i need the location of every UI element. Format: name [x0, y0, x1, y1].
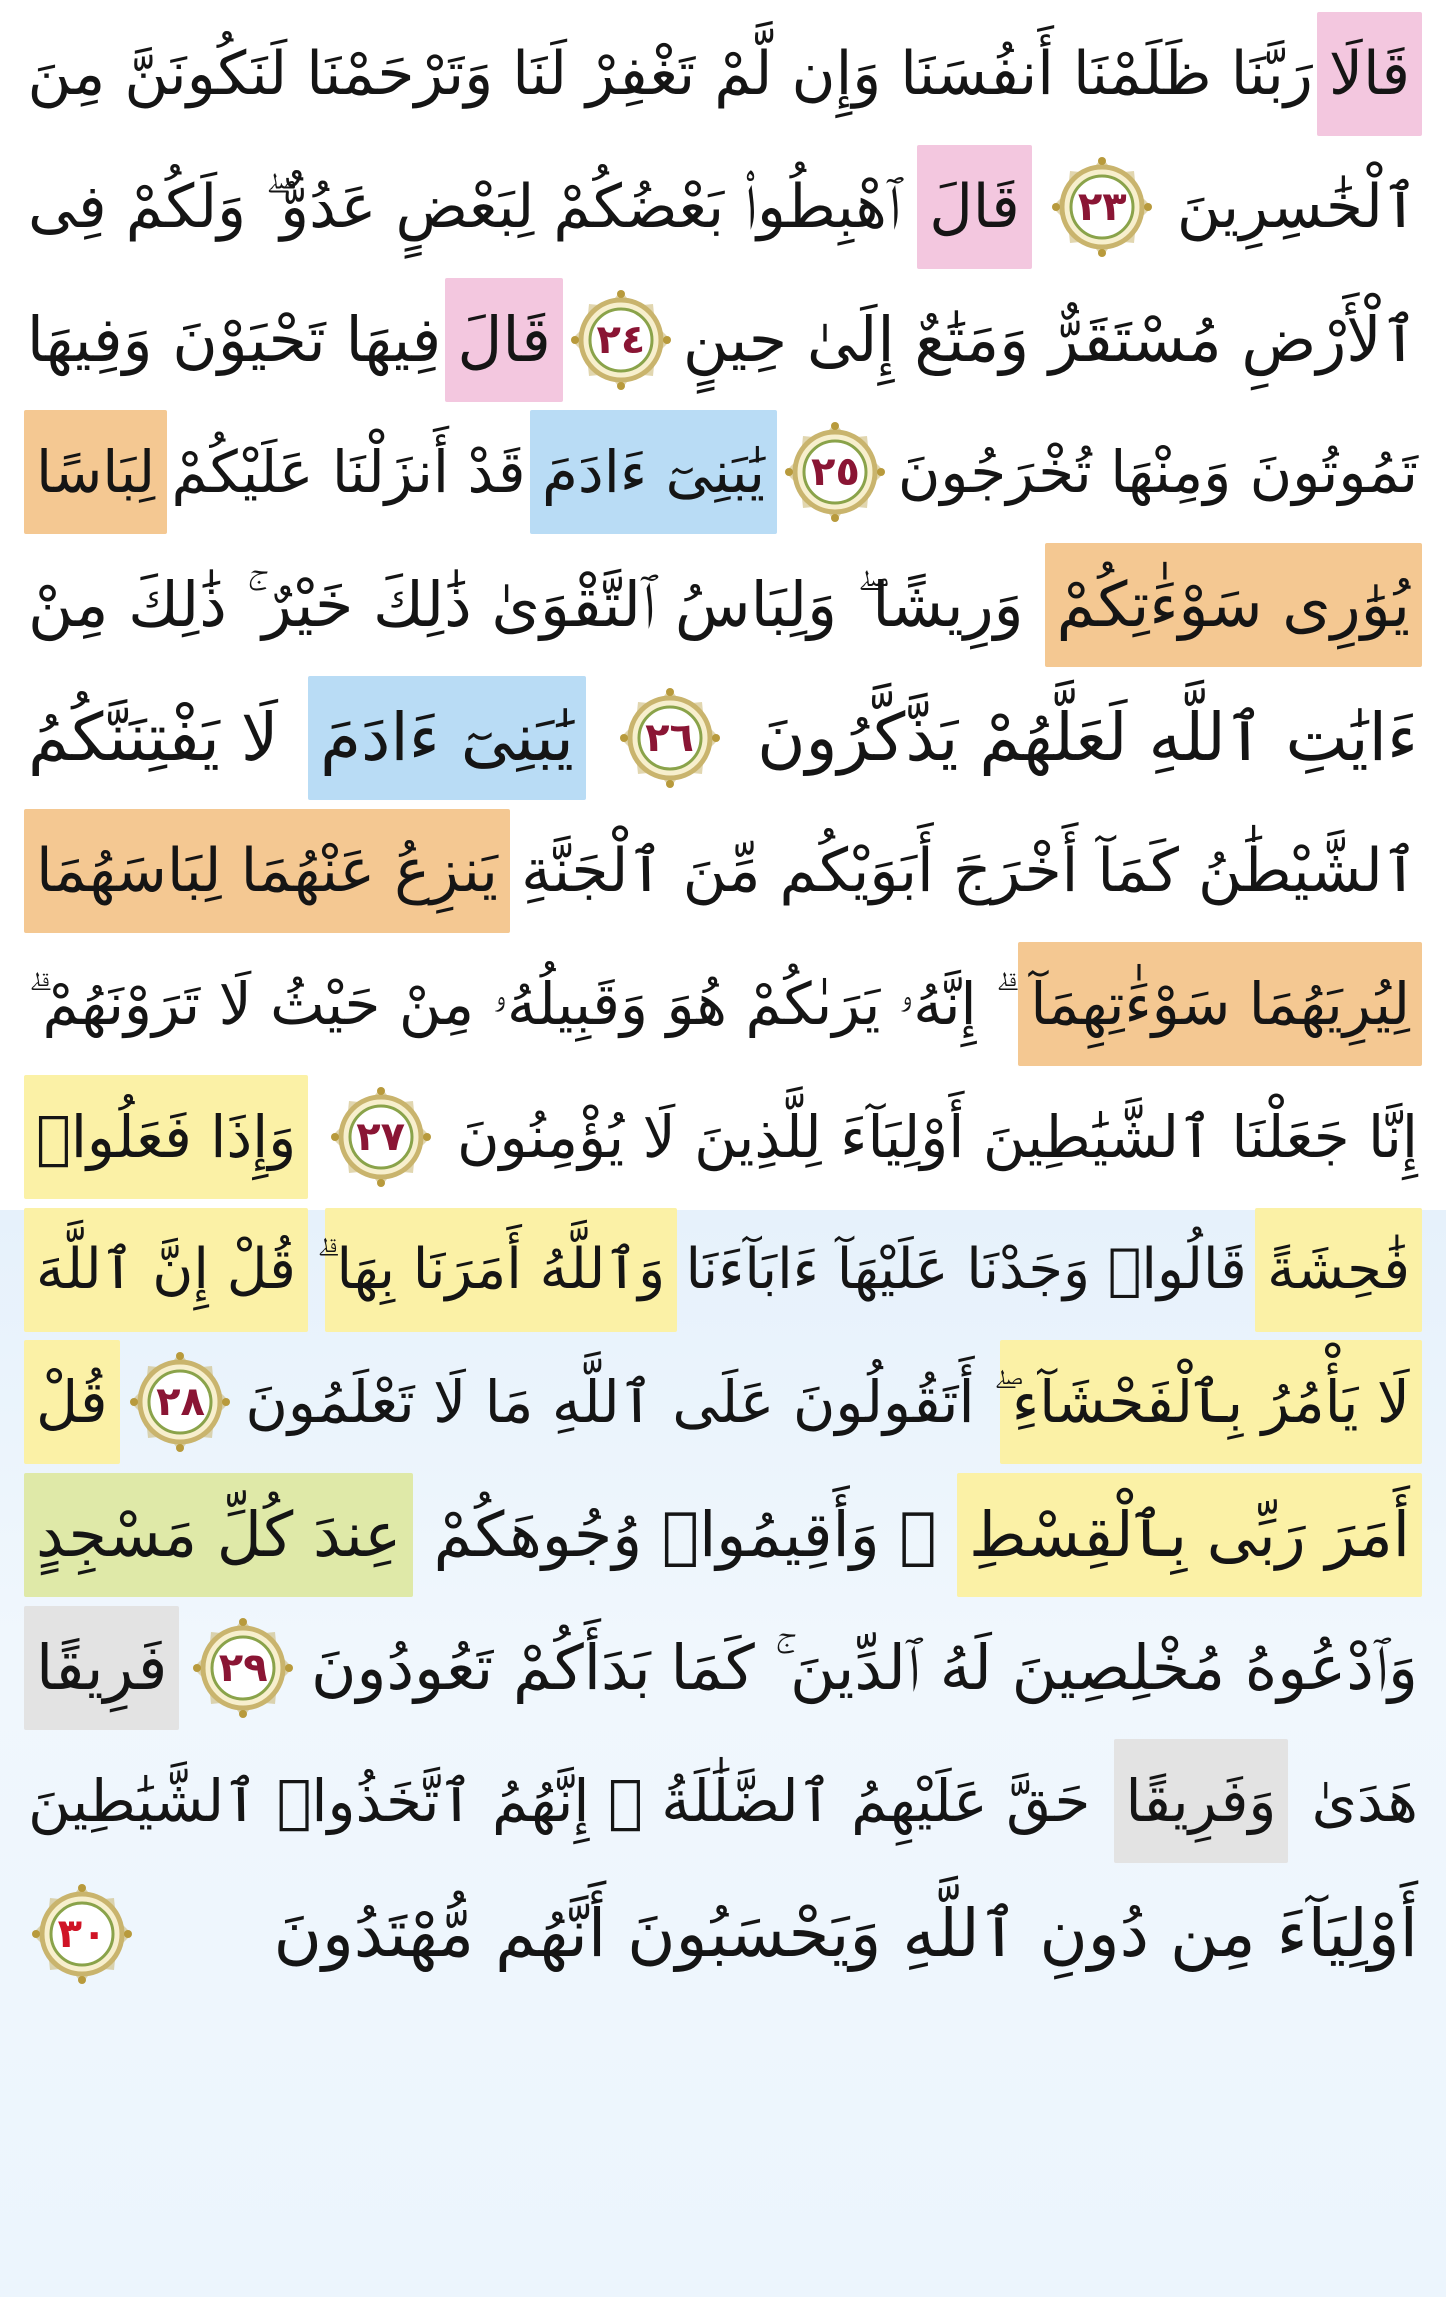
verse-text: أَوْلِيَآءَ مِن دُونِ ٱللَّهِ وَيَحْسَبُونَ أَنَّهُم مُّهْتَدُونَ [273, 1895, 1418, 1972]
text-line [24, 400, 1422, 544]
verse-text: وَرِيشًا ۖ وَلِبَاسُ ٱلتَّقْوَىٰ ذَٰلِكَ خَيْرٌ ۚ ذَٰلِكَ مِنْ [28, 568, 1024, 641]
ayah-marker[interactable] [781, 418, 889, 526]
ayah-number: ٣٠ [57, 1911, 107, 1957]
text-line [24, 799, 1422, 943]
verse-text: فِيهَا تَحْيَوْنَ وَفِيهَا [26, 303, 442, 376]
text-line [24, 1729, 1422, 1873]
verse-text: ٱهْبِطُوا۟ بَعْضُكُمْ لِبَعْضٍ عَدُوٌّ ۖ وَلَكُمْ فِى [28, 172, 901, 242]
ayah-number: ٢٦ [645, 715, 694, 761]
text-line [24, 268, 1422, 412]
highlighted-phrase[interactable]: يَٰبَنِىٓ ءَادَمَ [308, 676, 586, 800]
highlighted-phrase[interactable]: قَالَ [917, 145, 1032, 269]
verse-text: وَٱدْعُوهُ مُخْلِصِينَ لَهُ ٱلدِّينَ ۚ كَمَا بَدَأَكُمْ تَعُودُونَ [311, 1631, 1418, 1704]
highlighted-phrase[interactable]: فَرِيقًا [24, 1606, 179, 1730]
text-line [24, 533, 1422, 677]
text-line [24, 932, 1422, 1076]
verse-text: ٱلْخَٰسِرِينَ [1176, 172, 1418, 242]
highlighted-phrase[interactable]: أَمَرَ رَبِّى بِٱلْقِسْطِ [957, 1473, 1422, 1597]
highlighted-phrase[interactable]: يَٰبَنِىٓ ءَادَمَ [530, 410, 777, 534]
highlighted-phrase[interactable]: قُلْ [24, 1340, 120, 1464]
ayah-number: ٢٩ [218, 1645, 268, 1691]
text-line [24, 1330, 1422, 1474]
text-line [24, 1463, 1422, 1607]
highlighted-phrase[interactable]: لِيُرِيَهُمَا سَوْءَٰتِهِمَآ [1018, 942, 1422, 1066]
text-line [24, 135, 1422, 279]
verse-text: ۖ أَتَقُولُونَ عَلَى ٱللَّهِ مَا لَا تَعْلَمُونَ [245, 1368, 994, 1436]
verse-text: قَدْ أَنزَلْنَا عَلَيْكُمْ [171, 438, 526, 506]
highlighted-phrase[interactable]: فَٰحِشَةً [1255, 1208, 1422, 1332]
verse-text: لَا يَفْتِنَنَّكُمُ [28, 699, 279, 776]
highlighted-phrase[interactable]: وَٱللَّهُ أَمَرَنَا بِهَا [325, 1208, 678, 1332]
verse-text: قَالُوا۟ وَجَدْنَا عَلَيْهَآ ءَابَآءَنَا [685, 1237, 1247, 1302]
text-line [24, 1862, 1422, 2006]
highlighted-phrase[interactable]: قُلْ إِنَّ ٱللَّهَ [24, 1208, 308, 1332]
text-line [24, 2, 1422, 146]
highlighted-phrase[interactable]: لِبَاسًا [24, 410, 167, 534]
highlighted-phrase[interactable]: لَا يَأْمُرُ بِٱلْفَحْشَآءِ [1000, 1340, 1422, 1464]
highlighted-phrase[interactable]: عِندَ كُلِّ مَسْجِدٍ [24, 1473, 413, 1597]
highlighted-phrase[interactable]: يُوَٰرِى سَوْءَٰتِكُمْ [1045, 543, 1422, 667]
highlighted-phrase[interactable]: وَإِذَا فَعَلُوا۟ [24, 1075, 308, 1199]
highlighted-phrase[interactable]: قَالَ [445, 278, 563, 402]
verse-text [312, 1242, 320, 1298]
ayah-number: ٢٣ [1077, 184, 1127, 230]
ayah-marker[interactable] [189, 1614, 297, 1722]
text-line [24, 1198, 1422, 1342]
highlighted-phrase[interactable]: يَنزِعُ عَنْهُمَا لِبَاسَهُمَا [24, 809, 510, 933]
verse-text: هَدَىٰ [1311, 1767, 1418, 1835]
verse-text: ٱلشَّيْطَٰنُ كَمَآ أَخْرَجَ أَبَوَيْكُم مِّنَ ٱلْجَنَّةِ [521, 836, 1418, 906]
text-line [24, 666, 1422, 810]
verse-text: حَقَّ عَلَيْهِمُ ٱلضَّلَٰلَةُ ۗ إِنَّهُمُ ٱتَّخَذُوا۟ ٱلشَّيَٰطِينَ [28, 1767, 1091, 1835]
ayah-number: ٢٥ [811, 449, 860, 495]
verse-text: ءَايَٰتِ ٱللَّهِ لَعَلَّهُمْ يَذَّكَّرُونَ [757, 699, 1418, 776]
ayah-number: ٢٤ [596, 317, 646, 363]
highlighted-phrase[interactable]: قَالَا [1317, 12, 1422, 136]
highlighted-phrase[interactable]: وَفَرِيقًا [1114, 1739, 1289, 1863]
verse-text: ۖ وَأَقِيمُوا۟ وُجُوهَكُمْ [433, 1498, 937, 1571]
verse-text: ٱلْأَرْضِ مُسْتَقَرٌّ وَمَتَٰعٌ إِلَىٰ حِينٍ [682, 303, 1418, 376]
verse-text: ۗ إِنَّهُۥ يَرَىٰكُمْ هُوَ وَقَبِيلُهُۥ مِنْ حَيْثُ لَا تَرَوْنَهُمْ ۗ [28, 970, 996, 1038]
ayah-marker[interactable] [28, 1880, 136, 1988]
ayah-marker[interactable] [616, 684, 724, 792]
ayah-number: ٢٧ [356, 1114, 406, 1160]
verse-text: رَبَّنَا ظَلَمْنَا أَنفُسَنَا وَإِن لَّمْ تَغْفِرْ لَنَا وَتَرْحَمْنَا لَنَكُونَنَّ مِنَ [27, 39, 1313, 109]
ayah-marker[interactable] [126, 1348, 234, 1456]
ayah-number: ٢٨ [156, 1379, 205, 1425]
verse-text: إِنَّا جَعَلْنَا ٱلشَّيَٰطِينَ أَوْلِيَآءَ لِلَّذِينَ لَا يُؤْمِنُونَ [456, 1103, 1418, 1171]
ayah-marker[interactable] [327, 1083, 435, 1191]
ayah-marker[interactable] [1048, 153, 1156, 261]
verse-text: تَمُوتُونَ وَمِنْهَا تُخْرَجُونَ [897, 438, 1418, 506]
ayah-marker[interactable] [567, 286, 675, 394]
text-line [24, 1596, 1422, 1740]
text-line [24, 1065, 1422, 1209]
